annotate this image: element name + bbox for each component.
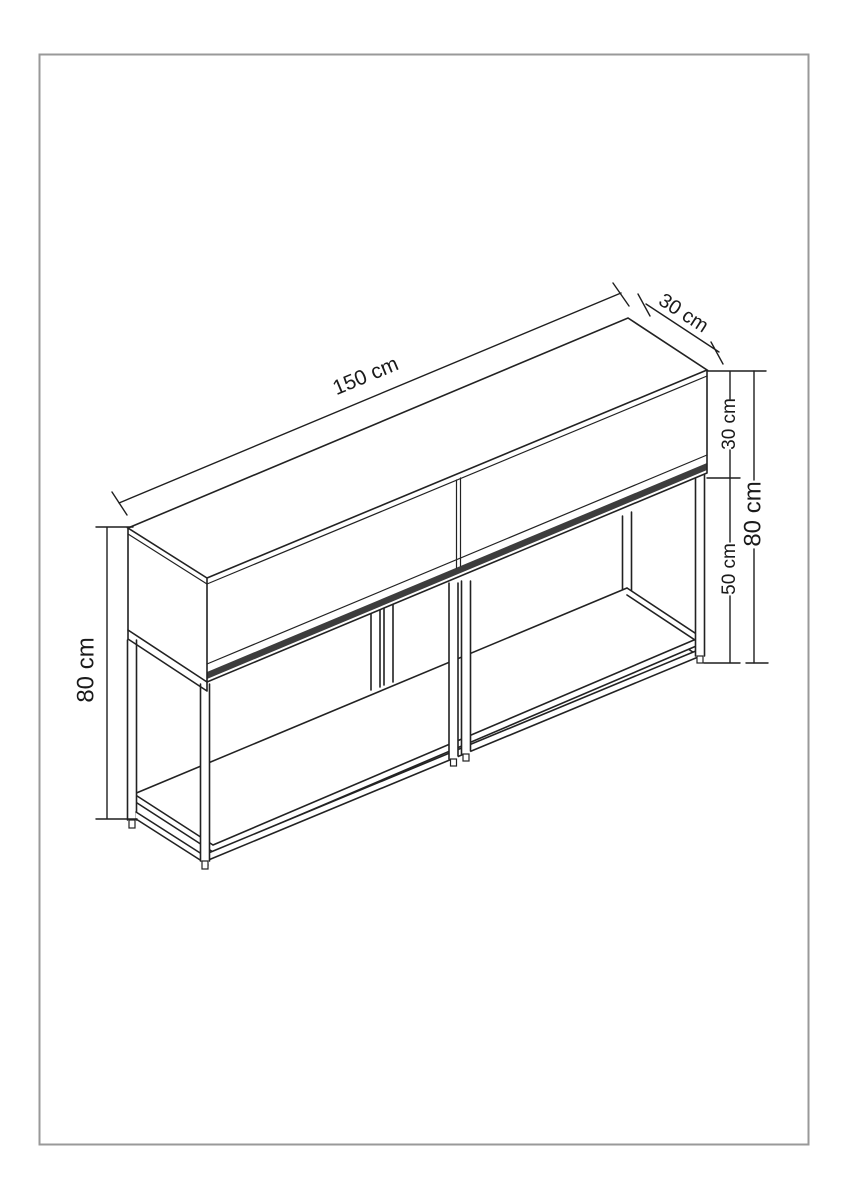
dim-depth-label: 30 cm xyxy=(654,289,713,338)
dim-total-height-left-label: 80 cm xyxy=(72,637,100,703)
dim-right-total xyxy=(739,371,766,663)
dim-upper-height-label: 30 cm xyxy=(719,398,741,450)
back-left-foot xyxy=(129,820,135,828)
dim-lower-height-label: 50 cm xyxy=(719,543,741,595)
front-middle-foot-b xyxy=(463,754,469,761)
dim-total-height-right-label: 80 cm xyxy=(739,481,767,547)
front-left-foot xyxy=(202,861,208,869)
dim-width-label: 150 cm xyxy=(329,352,402,401)
back-left-leg-fill xyxy=(128,640,137,820)
front-middle-foot-a xyxy=(451,759,457,766)
front-right-foot xyxy=(697,656,703,663)
console-table xyxy=(128,318,708,869)
